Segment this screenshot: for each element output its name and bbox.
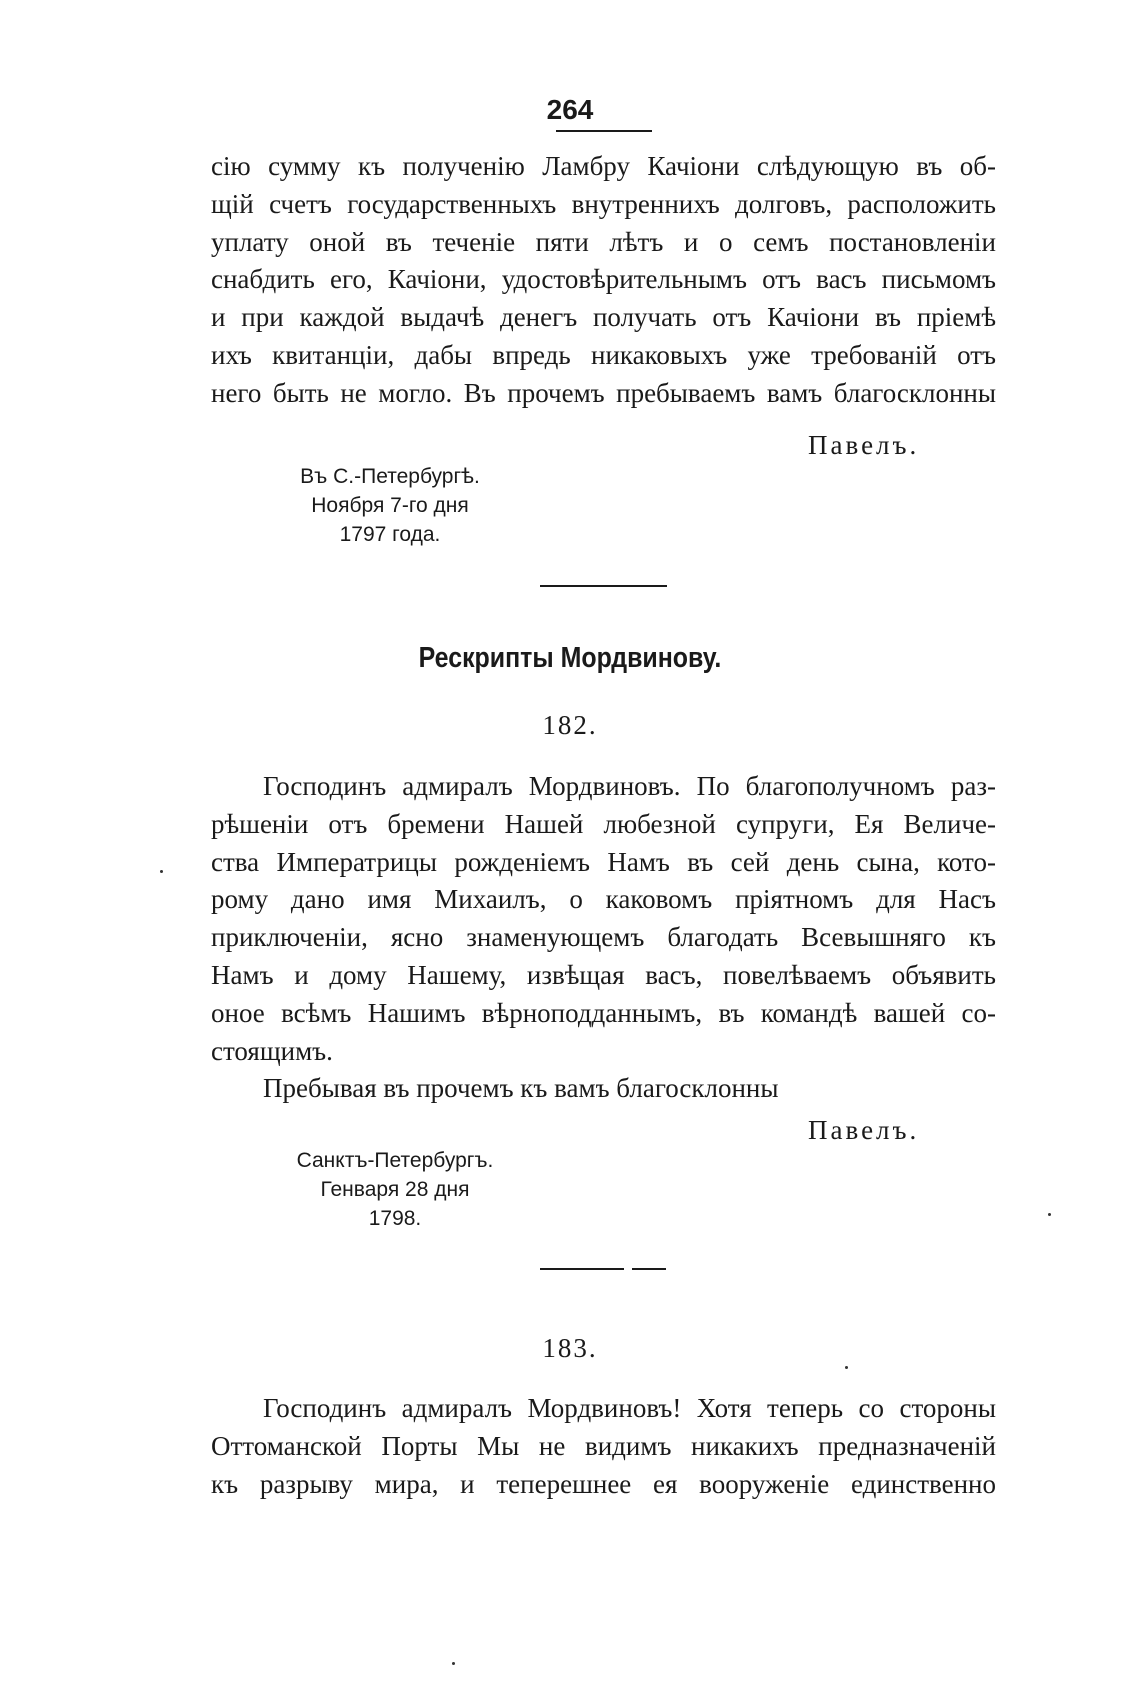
rescript-number-183: 183.: [542, 1333, 598, 1363]
text-line: Намъ и дому Нашему, извѣщая васъ, повелѣваемъ объявить: [211, 959, 996, 990]
continuation-paragraph: [211, 148, 996, 413]
text-line: оное всѣмъ Нашимъ вѣрноподданнымъ, въ командѣ вашей со-: [211, 997, 996, 1028]
text-line: снабдить его, Качіони, удостовѣрительнымъ отъ васъ письмомъ: [211, 264, 996, 295]
place-line: Санктъ-Петербургъ.: [296, 1149, 494, 1172]
scan-speck: [845, 1366, 848, 1369]
page-number-underline: [556, 130, 652, 132]
text-line: стоящимъ.: [211, 1035, 333, 1066]
rescript-183-paragraph: [211, 1390, 996, 1503]
text-line: Господинъ адмиралъ Мордвиновъ! Хотя теперь со стороны: [263, 1393, 996, 1423]
text-line: уплату оной въ теченіе пяти лѣтъ и о семъ постановленіи: [211, 226, 996, 257]
text-line: Господинъ адмиралъ Мордвиновъ. По благополучномъ раз-: [263, 771, 996, 801]
text-line: щій счетъ государственныхъ внутреннихъ долговъ, расположить: [211, 188, 996, 219]
signature-pavel: Павелъ.: [808, 430, 920, 460]
text-line: ства Императрицы рожденіемъ Намъ въ сей день сына, кото-: [211, 846, 996, 877]
rescript-number-182: 182.: [542, 710, 598, 740]
section-divider: [540, 1268, 624, 1270]
text-line: сію сумму къ полученію Ламбру Качіони слѣдующую въ об-: [211, 151, 996, 181]
section-divider: [632, 1268, 666, 1270]
place-date-block: [270, 1146, 520, 1233]
signature-pavel: Павелъ.: [808, 1115, 920, 1145]
text-line: него быть не могло. Въ прочемъ пребываемъ вамъ благосклонны: [211, 377, 996, 408]
text-line: рѣшеніи отъ бремени Нашей любезной супруги, Ея Величе-: [211, 808, 996, 839]
text-line: приключеніи, ясно знаменующемъ благодать Всевышняго къ: [211, 922, 996, 953]
page-number: 264: [546, 94, 594, 125]
section-divider: [540, 585, 667, 587]
place-date-block: [270, 462, 510, 549]
place-line: Въ С.-Петербургѣ.: [300, 465, 480, 488]
text-line: къ разрыву мира, и теперешнее ея вооруженіе единственно: [211, 1468, 996, 1499]
scan-speck: [1048, 1213, 1051, 1216]
date-line: Генваря 28 дня: [320, 1178, 470, 1201]
date-line: Ноября 7-го дня: [311, 494, 469, 517]
scan-speck: [452, 1662, 455, 1665]
year-line: 1798.: [368, 1207, 422, 1230]
year-line: 1797 года.: [339, 523, 441, 546]
closing-line: Пребывая въ прочемъ къ вамъ благосклонны: [263, 1073, 779, 1104]
rescript-182-paragraph: [211, 768, 996, 1108]
section-title: Рескрипты Мордвинову.: [418, 642, 722, 674]
text-line: ихъ квитанціи, дабы впредь никаковыхъ уже требованій отъ: [211, 339, 996, 370]
text-line: Оттоманской Порты Мы не видимъ никакихъ предназначеній: [211, 1430, 996, 1461]
text-line: и при каждой выдачѣ денегъ получать отъ Качіони въ пріемѣ: [211, 302, 996, 333]
text-line: рому дано имя Михаилъ, о каковомъ пріятномъ для Насъ: [211, 884, 996, 915]
scan-speck: [160, 870, 163, 873]
